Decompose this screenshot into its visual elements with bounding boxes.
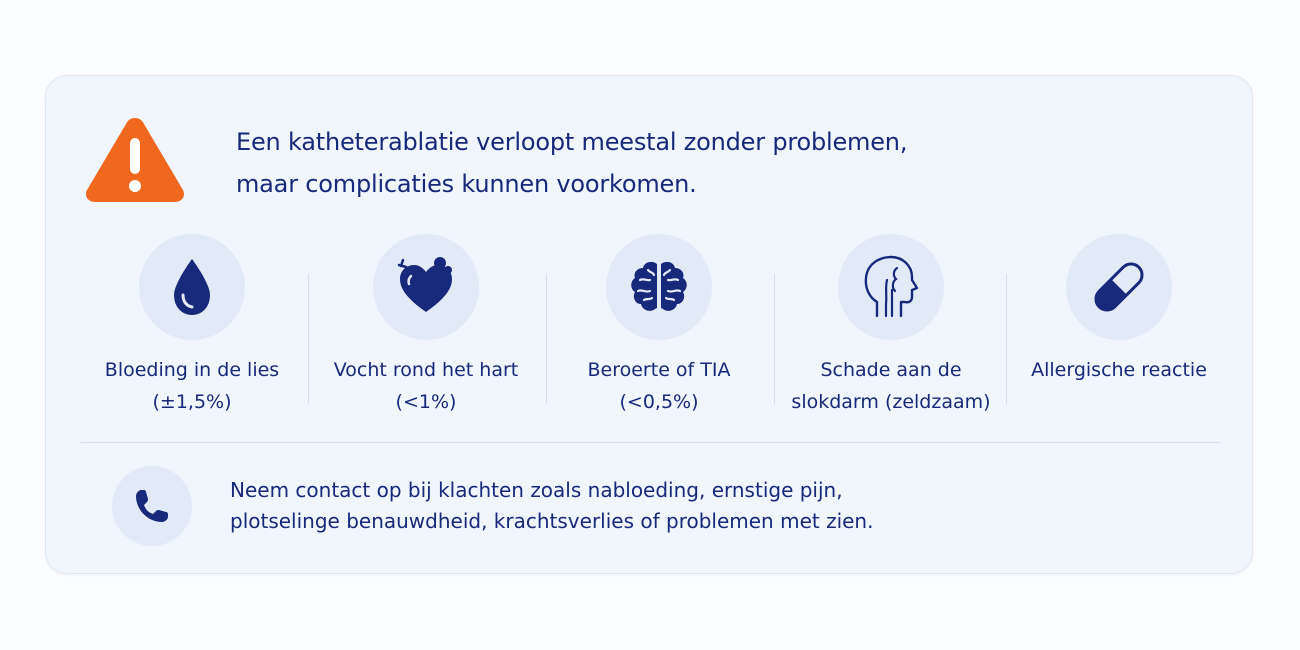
- risk-subtitle: (<1%): [395, 391, 457, 413]
- contact-line-2: plotselinge benauwdheid, krachtsverlies of problemen met zien.: [230, 509, 874, 533]
- risk-icon-circle: [838, 234, 944, 340]
- risk-item-heart-fluid: [306, 234, 546, 418]
- complications-card: [45, 75, 1253, 574]
- risk-item-bleeding: [72, 234, 312, 418]
- pill-capsule-icon: [1087, 255, 1151, 319]
- risk-title: Schade aan de: [820, 359, 962, 381]
- risk-icon-circle: [139, 234, 245, 340]
- horizontal-divider: [81, 442, 1221, 443]
- headline: [236, 121, 1036, 205]
- risk-subtitle: (<0,5%): [619, 391, 699, 413]
- warning-triangle-icon: [81, 110, 189, 206]
- phone-icon-circle: [112, 466, 192, 546]
- contact-message: [230, 475, 873, 537]
- risk-icon-circle: [373, 234, 479, 340]
- risk-title: Beroerte of TIA: [587, 359, 731, 381]
- contact-line-1: Neem contact op bij klachten zoals nabloeding, ernstige pijn,: [230, 478, 843, 502]
- headline-line-1: Een katheterablatie verloopt meestal zonder problemen,: [236, 128, 908, 156]
- risk-title: Bloeding in de lies: [104, 359, 280, 381]
- risk-subtitle: slokdarm (zeldzaam): [791, 391, 991, 413]
- risk-item-allergy: [999, 234, 1239, 386]
- risk-title: Vocht rond het hart: [333, 359, 519, 381]
- brain-icon: [628, 258, 690, 316]
- risk-icon-circle: [1066, 234, 1172, 340]
- blood-drop-icon: [170, 257, 214, 317]
- risk-icon-circle: [606, 234, 712, 340]
- risk-item-esophagus: [771, 234, 1011, 418]
- headline-line-2: maar complicaties kunnen voorkomen.: [236, 170, 697, 198]
- risk-title: Allergische reactie: [1031, 359, 1207, 381]
- phone-icon: [132, 486, 172, 526]
- head-throat-icon: [861, 254, 921, 320]
- heart-fluid-icon: [395, 256, 457, 318]
- risk-subtitle: (±1,5%): [152, 391, 232, 413]
- risk-item-stroke: [539, 234, 779, 418]
